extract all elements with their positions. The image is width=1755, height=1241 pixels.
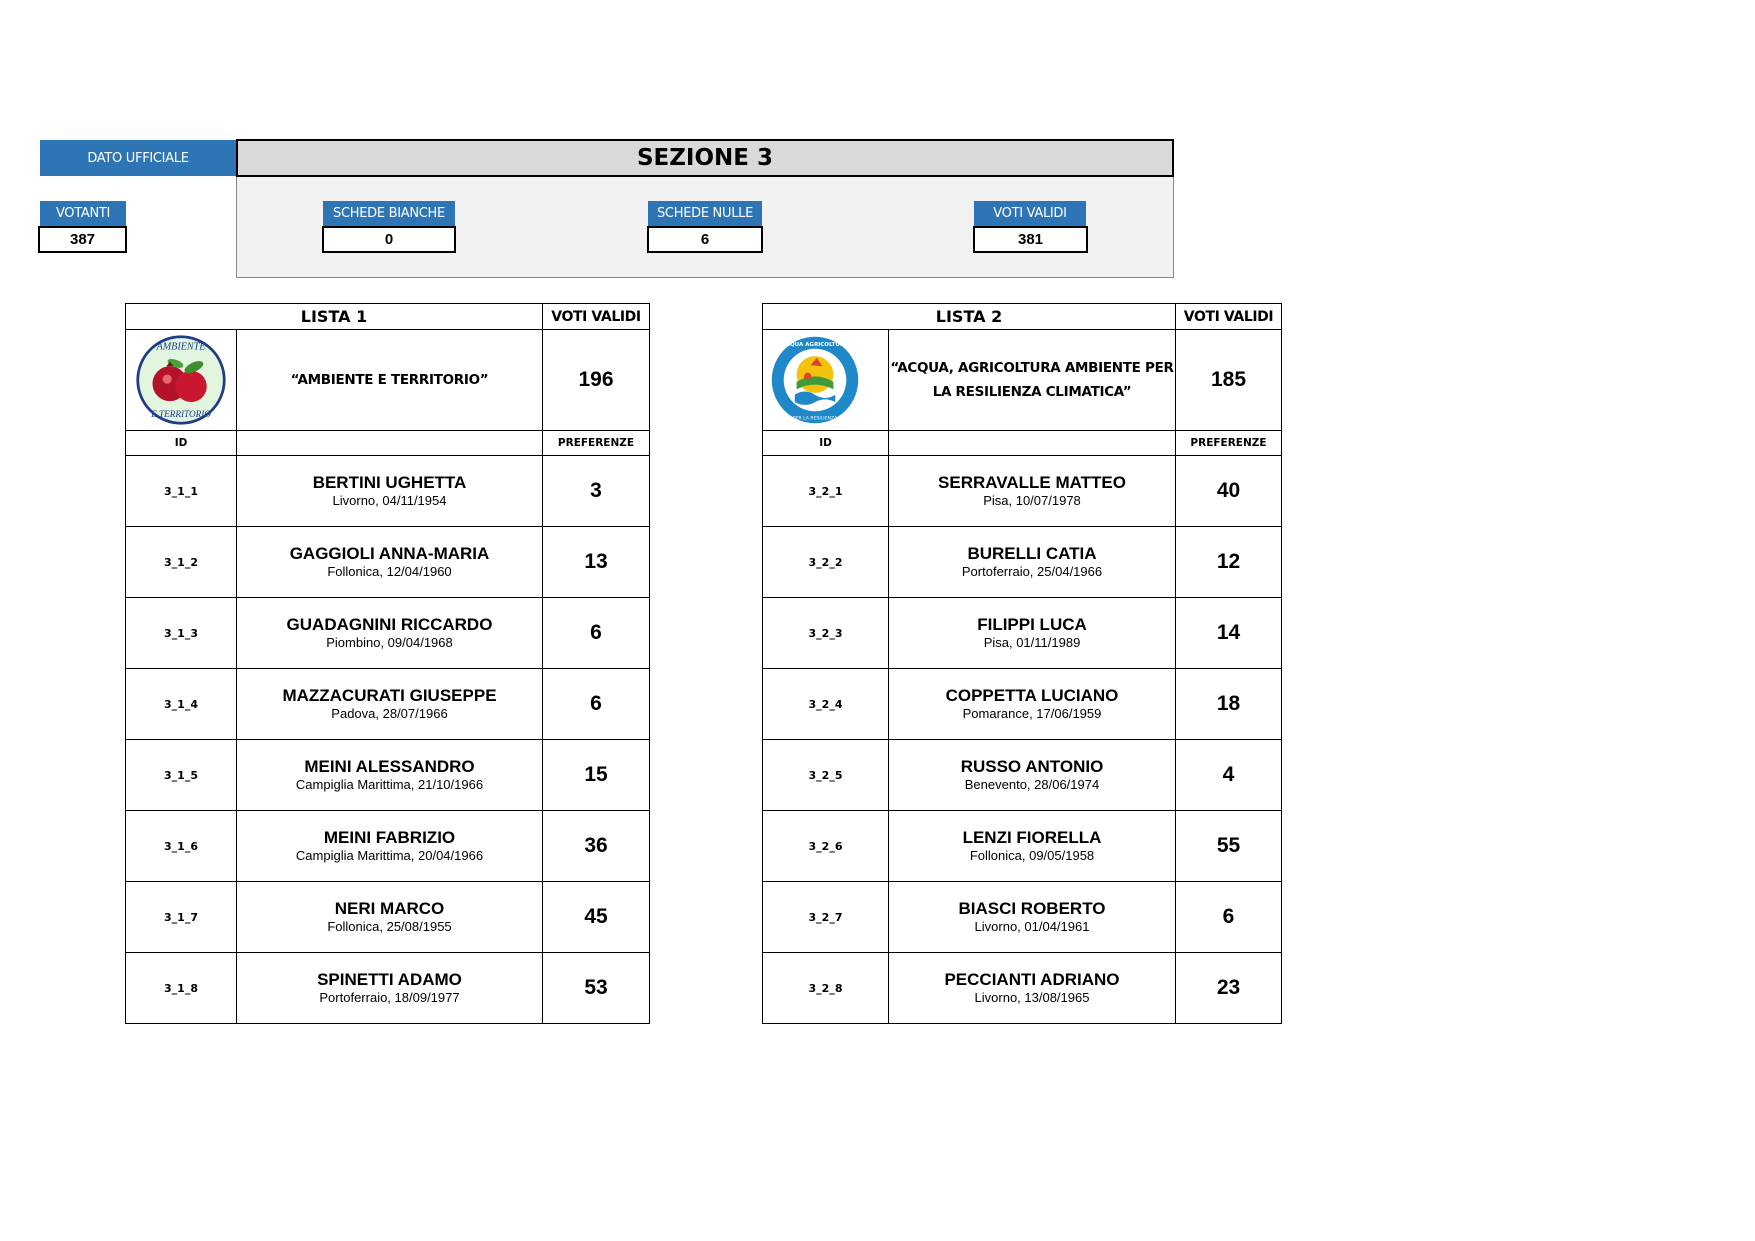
- candidate-preferences: 13: [543, 527, 650, 598]
- schede-nulle-label: SCHEDE NULLE: [648, 201, 762, 226]
- candidate-preferences: 4: [1176, 740, 1282, 811]
- svg-text:E TERRITORIO: E TERRITORIO: [151, 408, 211, 419]
- candidate-cell: [889, 740, 1176, 811]
- candidate-cell: [889, 669, 1176, 740]
- candidate-cell: [889, 882, 1176, 953]
- lista-2-logo-cell: [763, 330, 889, 431]
- candidate-cell: [889, 456, 1176, 527]
- water-agriculture-logo-icon: [769, 334, 861, 426]
- candidate-birth-info: Follonica, 09/05/1958: [969, 848, 1095, 863]
- voti-validi-label: VOTI VALIDI: [974, 201, 1086, 226]
- candidate-birth-info: Pomarance, 17/06/1959: [962, 706, 1102, 721]
- dato-ufficiale-label: DATO UFFICIALE: [40, 140, 236, 176]
- lista-1-total: 196: [543, 330, 650, 431]
- lista-1-title: LISTA 1: [126, 304, 543, 330]
- candidate-birth-info: Padova, 28/07/1966: [331, 706, 448, 721]
- candidate-birth-info: Campiglia Marittima, 20/04/1966: [295, 848, 484, 863]
- pomegranate-logo-icon: [135, 334, 227, 426]
- candidate-birth-info: Benevento, 28/06/1974: [964, 777, 1100, 792]
- candidate-preferences: 15: [543, 740, 650, 811]
- lista-2-name: [889, 330, 1176, 431]
- candidate-name: MEINI ALESSANDRO: [304, 757, 475, 776]
- candidate-cell: [237, 953, 543, 1024]
- schede-nulle-value: 6: [647, 226, 763, 253]
- candidate-row: [763, 740, 1282, 811]
- lista-2-votes-header: VOTI VALIDI: [1176, 304, 1282, 330]
- candidate-row: [126, 456, 650, 527]
- candidate-preferences: 12: [1176, 527, 1282, 598]
- candidate-name: FILIPPI LUCA: [977, 615, 1087, 634]
- candidate-row: [763, 669, 1282, 740]
- candidate-id: 3_2_8: [763, 953, 889, 1024]
- candidate-id: 3_1_5: [126, 740, 237, 811]
- candidate-name: BIASCI ROBERTO: [958, 899, 1106, 918]
- candidate-preferences: 6: [1176, 882, 1282, 953]
- candidate-row: [126, 669, 650, 740]
- candidate-id: 3_2_7: [763, 882, 889, 953]
- candidate-name: SPINETTI ADAMO: [317, 970, 462, 989]
- candidate-id: 3_1_4: [126, 669, 237, 740]
- candidate-row: [763, 527, 1282, 598]
- schede-bianche-value: 0: [322, 226, 456, 253]
- candidate-name: BERTINI UGHETTA: [312, 473, 467, 492]
- candidate-preferences: 3: [543, 456, 650, 527]
- candidate-id: 3_1_1: [126, 456, 237, 527]
- candidate-id: 3_1_8: [126, 953, 237, 1024]
- candidate-name: PECCIANTI ADRIANO: [944, 970, 1120, 989]
- candidate-birth-info: Pisa, 10/07/1978: [983, 493, 1081, 508]
- candidate-birth-info: Portoferraio, 25/04/1966: [961, 564, 1103, 579]
- lista-2-total: 185: [1176, 330, 1282, 431]
- lista-2-pref-header: PREFERENZE: [1176, 431, 1282, 456]
- candidate-preferences: 53: [543, 953, 650, 1024]
- candidate-name: MAZZACURATI GIUSEPPE: [282, 686, 497, 705]
- schede-bianche-label: SCHEDE BIANCHE: [323, 201, 455, 226]
- candidate-cell: [237, 811, 543, 882]
- candidate-preferences: 55: [1176, 811, 1282, 882]
- candidate-birth-info: Livorno, 04/11/1954: [332, 493, 447, 508]
- lista-2-name-header: [889, 431, 1176, 456]
- candidate-row: [763, 811, 1282, 882]
- candidate-birth-info: Pisa, 01/11/1989: [983, 635, 1081, 650]
- candidate-id: 3_2_3: [763, 598, 889, 669]
- candidate-row: [126, 527, 650, 598]
- candidate-id: 3_1_2: [126, 527, 237, 598]
- candidate-cell: [237, 740, 543, 811]
- candidate-preferences: 36: [543, 811, 650, 882]
- candidate-name: LENZI FIORELLA: [962, 828, 1102, 847]
- svg-text:ACQUA AGRICOLTURA: ACQUA AGRICOLTURA: [781, 341, 849, 348]
- candidate-cell: [237, 456, 543, 527]
- candidate-name: RUSSO ANTONIO: [960, 757, 1104, 776]
- candidate-cell: [237, 598, 543, 669]
- lista-2-table: [762, 303, 1282, 1024]
- candidate-birth-info: Livorno, 13/08/1965: [974, 990, 1090, 1005]
- candidate-id: 3_1_6: [126, 811, 237, 882]
- candidate-preferences: 23: [1176, 953, 1282, 1024]
- candidate-cell: [889, 953, 1176, 1024]
- candidate-id: 3_1_7: [126, 882, 237, 953]
- candidate-cell: [889, 811, 1176, 882]
- candidate-row: [763, 882, 1282, 953]
- svg-text:AMBIENTE: AMBIENTE: [156, 341, 206, 353]
- candidate-cell: [889, 598, 1176, 669]
- candidate-row: [763, 953, 1282, 1024]
- lista-2-title: LISTA 2: [763, 304, 1176, 330]
- candidate-birth-info: Piombino, 09/04/1968: [326, 635, 453, 650]
- candidate-row: [126, 953, 650, 1024]
- candidate-cell: [237, 882, 543, 953]
- lista-1-pref-header: PREFERENZE: [543, 431, 650, 456]
- candidate-name: SERRAVALLE MATTEO: [938, 473, 1126, 492]
- lista-1-logo-cell: [126, 330, 237, 431]
- candidate-name: COPPETTA LUCIANO: [945, 686, 1119, 705]
- candidate-name: NERI MARCO: [334, 899, 445, 918]
- candidate-preferences: 14: [1176, 598, 1282, 669]
- candidate-birth-info: Campiglia Marittima, 21/10/1966: [295, 777, 484, 792]
- candidate-row: [126, 740, 650, 811]
- candidate-name: MEINI FABRIZIO: [323, 828, 456, 847]
- candidate-preferences: 18: [1176, 669, 1282, 740]
- candidate-id: 3_2_4: [763, 669, 889, 740]
- lista-2-name-line1: “ACQUA, AGRICOLTURA AMBIENTE PER: [890, 360, 1174, 376]
- candidate-id: 3_2_5: [763, 740, 889, 811]
- candidate-name: GAGGIOLI ANNA-MARIA: [289, 544, 490, 563]
- candidate-cell: [237, 669, 543, 740]
- candidate-preferences: 45: [543, 882, 650, 953]
- lista-1-name: “AMBIENTE E TERRITORIO”: [237, 330, 543, 431]
- candidate-birth-info: Livorno, 01/04/1961: [974, 919, 1090, 934]
- lista-1-votes-header: VOTI VALIDI: [543, 304, 650, 330]
- candidate-birth-info: Portoferraio, 18/09/1977: [319, 990, 460, 1005]
- candidate-id: 3_1_3: [126, 598, 237, 669]
- candidate-id: 3_2_1: [763, 456, 889, 527]
- candidate-birth-info: Follonica, 12/04/1960: [327, 564, 452, 579]
- candidate-preferences: 6: [543, 669, 650, 740]
- candidate-cell: [237, 527, 543, 598]
- svg-text:PER LA RESILIENZA: PER LA RESILIENZA: [792, 416, 838, 422]
- lista-1-table: [125, 303, 650, 1024]
- section-title: SEZIONE 3: [236, 139, 1174, 177]
- candidate-cell: [889, 527, 1176, 598]
- votanti-label: VOTANTI: [40, 201, 126, 226]
- candidate-preferences: 40: [1176, 456, 1282, 527]
- candidate-row: [126, 598, 650, 669]
- candidate-birth-info: Follonica, 25/08/1955: [327, 919, 452, 934]
- lista-1-name-header: [237, 431, 543, 456]
- candidate-row: [126, 882, 650, 953]
- candidate-name: BURELLI CATIA: [967, 544, 1097, 563]
- candidate-id: 3_2_2: [763, 527, 889, 598]
- candidate-id: 3_2_6: [763, 811, 889, 882]
- candidate-row: [763, 598, 1282, 669]
- candidate-row: [763, 456, 1282, 527]
- voti-validi-value: 381: [973, 226, 1088, 253]
- lista-2-name-line2: LA RESILIENZA CLIMATICA”: [932, 384, 1132, 400]
- candidate-name: GUADAGNINI RICCARDO: [286, 615, 493, 634]
- lista-1-id-header: ID: [126, 431, 237, 456]
- candidate-preferences: 6: [543, 598, 650, 669]
- candidate-row: [126, 811, 650, 882]
- lista-2-id-header: ID: [763, 431, 889, 456]
- votanti-value: 387: [38, 226, 127, 253]
